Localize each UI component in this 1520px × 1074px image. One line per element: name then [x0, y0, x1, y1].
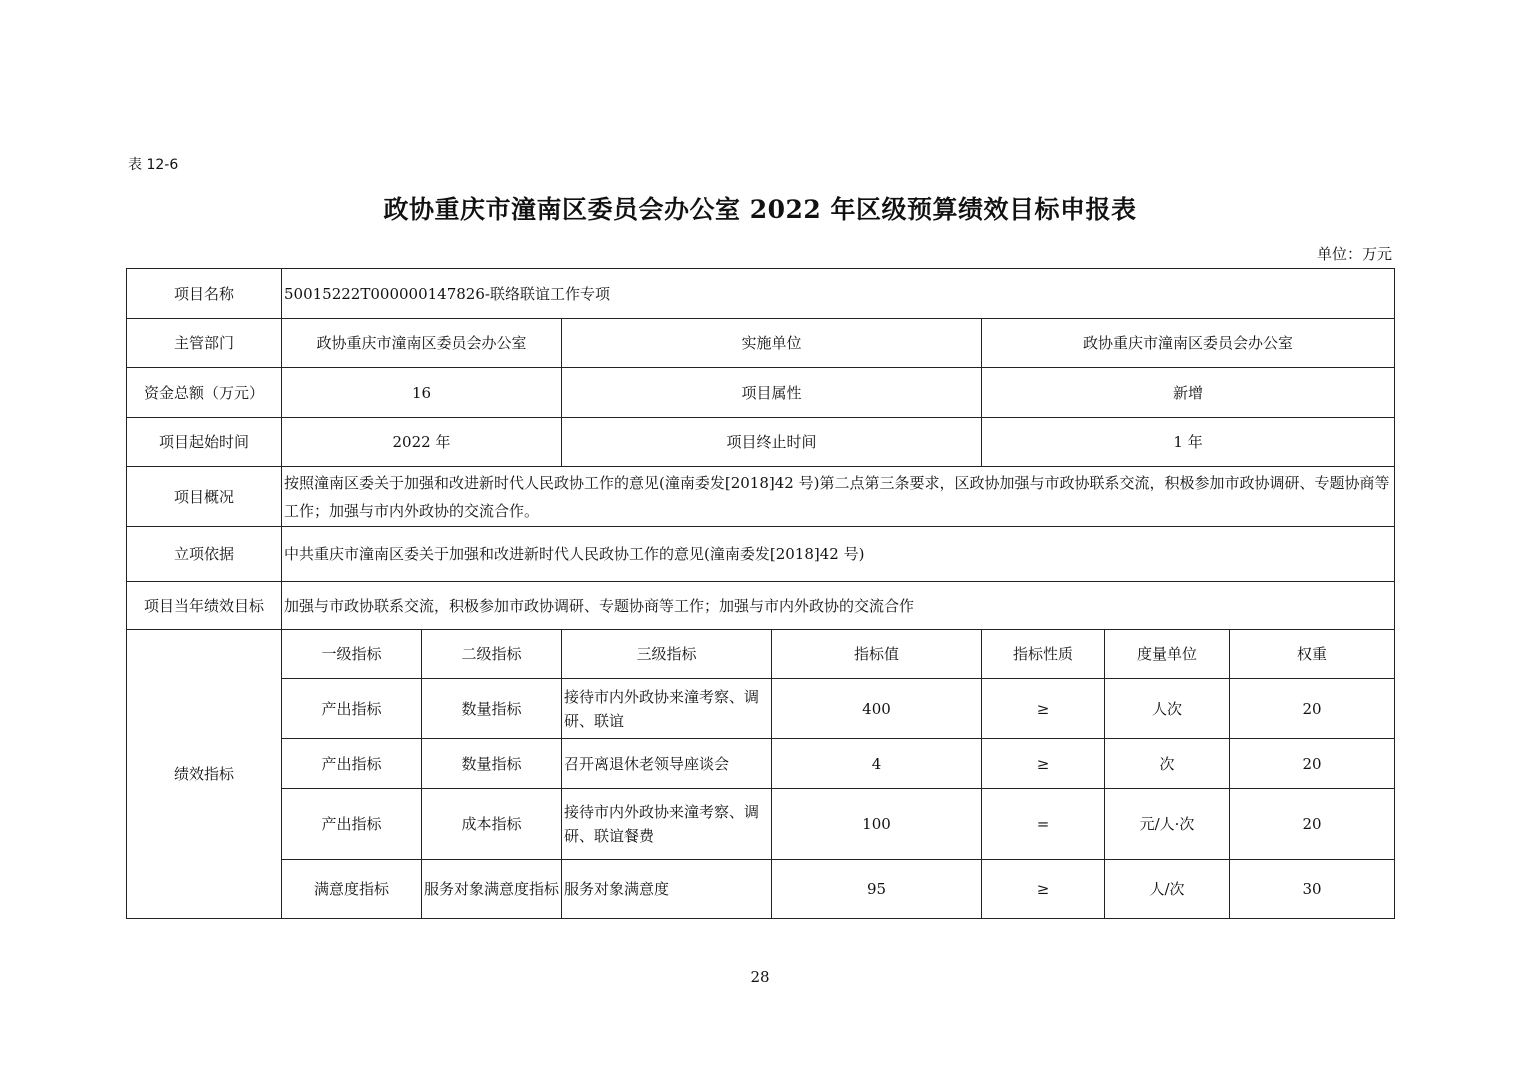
indicator-row: [127, 739, 1395, 789]
project-name-label: 项目名称: [127, 269, 282, 319]
indicator-header: 一级指标: [282, 630, 422, 679]
overview-value: 按照潼南区委关于加强和改进新时代人民政协工作的意见(潼南委发[2018]42 号)第二点第三条要求，区政协加强与市政协联系交流，积极参加市政协调研、专题协商等工作；加强与市内外政协的交流合作。: [282, 467, 1395, 527]
end-time-label: 项目终止时间: [562, 418, 982, 467]
value-cell: 95: [772, 860, 982, 919]
value-cell: 4: [772, 739, 982, 789]
end-time-value: 1 年: [982, 418, 1395, 467]
nature-cell: ≥: [982, 860, 1105, 919]
page-number: 28: [750, 968, 770, 986]
indicator-header: 度量单位: [1105, 630, 1230, 679]
unit-cell: 元/人·次: [1105, 789, 1230, 860]
start-time-label: 项目起始时间: [127, 418, 282, 467]
basis-label: 立项依据: [127, 527, 282, 582]
level1-cell: 产出指标: [282, 679, 422, 739]
page-title: 政协重庆市潼南区委员会办公室 2022 年区级预算绩效目标申报表: [383, 195, 1137, 224]
nature-cell: ≥: [982, 739, 1105, 789]
project-attr-value: 新增: [982, 368, 1395, 418]
indicator-header: 指标性质: [982, 630, 1105, 679]
unit-label: 单位：万元: [1316, 245, 1392, 263]
budget-performance-table: [126, 268, 1395, 919]
overview-label: 项目概况: [127, 467, 282, 527]
fund-total-label: 资金总额（万元）: [127, 368, 282, 418]
level3-cell: 服务对象满意度: [562, 860, 772, 919]
value-cell: 100: [772, 789, 982, 860]
basis-value: 中共重庆市潼南区委关于加强和改进新时代人民政协工作的意见(潼南委发[2018]42 号): [282, 527, 1395, 582]
fund-total-value: 16: [282, 368, 562, 418]
level3-cell: 召开离退休老领导座谈会: [562, 739, 772, 789]
nature-cell: ≥: [982, 679, 1105, 739]
indicator-header: 指标值: [772, 630, 982, 679]
level2-cell: 数量指标: [422, 739, 562, 789]
indicator-row: [127, 679, 1395, 739]
level2-cell: 数量指标: [422, 679, 562, 739]
unit-cell: 次: [1105, 739, 1230, 789]
level1-cell: 产出指标: [282, 739, 422, 789]
level3-cell: 接待市内外政协来潼考察、调研、联谊: [562, 679, 772, 739]
indicator-header: 权重: [1230, 630, 1395, 679]
annual-goal-value: 加强与市政协联系交流，积极参加市政协调研、专题协商等工作；加强与市内外政协的交流合作: [282, 582, 1395, 630]
project-attr-label: 项目属性: [562, 368, 982, 418]
weight-cell: 20: [1230, 739, 1395, 789]
start-time-value: 2022 年: [282, 418, 562, 467]
value-cell: 400: [772, 679, 982, 739]
weight-cell: 20: [1230, 679, 1395, 739]
impl-unit-label: 实施单位: [562, 319, 982, 368]
level2-cell: 服务对象满意度指标: [422, 860, 562, 919]
level2-cell: 成本指标: [422, 789, 562, 860]
unit-cell: 人/次: [1105, 860, 1230, 919]
dept-label: 主管部门: [127, 319, 282, 368]
annual-goal-label: 项目当年绩效目标: [127, 582, 282, 630]
weight-cell: 30: [1230, 860, 1395, 919]
indicators-section-label: 绩效指标: [127, 630, 282, 919]
project-name-value: 50015222T000000147826-联络联谊工作专项: [282, 269, 1395, 319]
impl-unit-value: 政协重庆市潼南区委员会办公室: [982, 319, 1395, 368]
indicator-row: [127, 860, 1395, 919]
indicator-header: 三级指标: [562, 630, 772, 679]
indicator-header: 二级指标: [422, 630, 562, 679]
table-number: 表 12-6: [128, 157, 179, 173]
weight-cell: 20: [1230, 789, 1395, 860]
level1-cell: 满意度指标: [282, 860, 422, 919]
level1-cell: 产出指标: [282, 789, 422, 860]
indicator-row: [127, 789, 1395, 860]
level3-cell: 接待市内外政协来潼考察、调研、联谊餐费: [562, 789, 772, 860]
dept-value: 政协重庆市潼南区委员会办公室: [282, 319, 562, 368]
nature-cell: =: [982, 789, 1105, 860]
unit-cell: 人次: [1105, 679, 1230, 739]
